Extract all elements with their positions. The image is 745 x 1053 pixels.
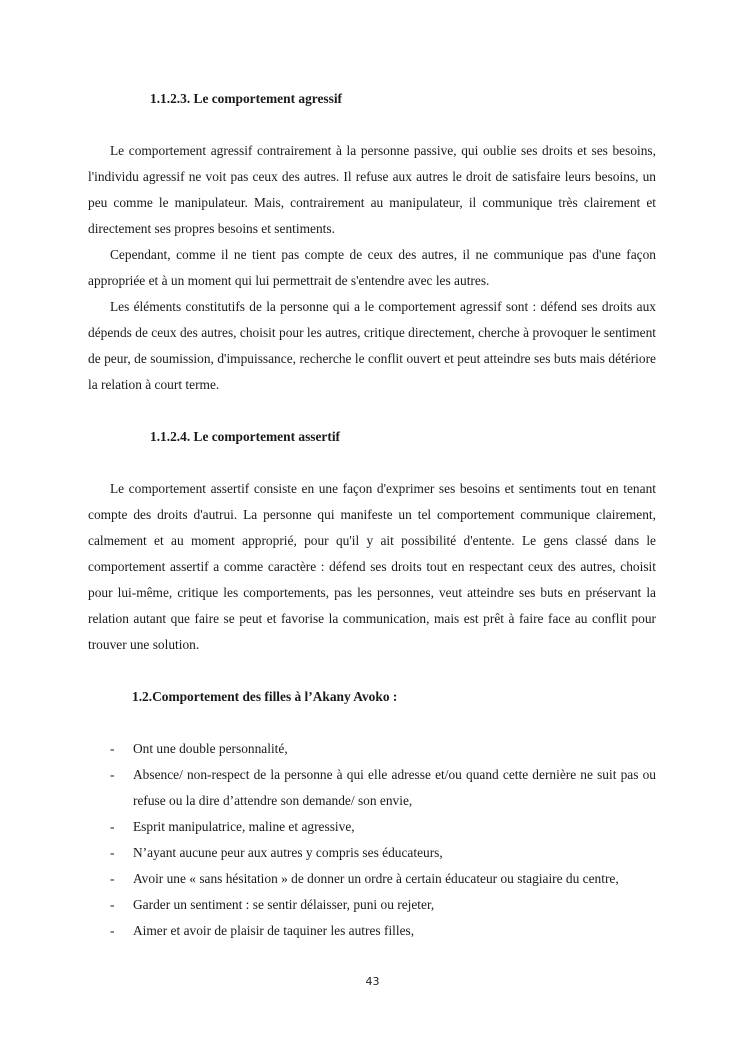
bullet-dash: - <box>110 741 115 756</box>
list-item-text: Esprit manipulatrice, maline et agressive, <box>133 819 355 834</box>
page-content <box>88 86 656 944</box>
list-item-text: Garder un sentiment : se sentir délaisser, puni ou rejeter, <box>133 897 435 912</box>
paragraph: Les éléments constitutifs de la personne qui a le comportement agressif sont : défend ses droits aux dépends de ceux des autres, choisit pour les autres, critique directement, cherche à provoquer le sentiment de peur, de soumission, d'impuissance, recherche le conflit ouvert et peut atteindre ses buts mais détériore la relation à court terme. <box>88 299 656 392</box>
section-heading-aggressive: 1.1.2.3. Le comportement agressif <box>150 91 343 106</box>
list-item-text: N’ayant aucune peur aux autres y compris ses éducateurs, <box>133 845 443 860</box>
bullet-dash: - <box>110 871 115 886</box>
list-item <box>88 866 656 892</box>
list-item-text: Absence/ non-respect de la personne à qui elle adresse et/ou quand cette dernière ne suit pas ou refuse ou la dire d’attendre son demande/ son envie, <box>133 767 656 808</box>
bullet-dash: - <box>110 845 115 860</box>
list-item <box>88 892 656 918</box>
list-item <box>88 736 656 762</box>
bullet-dash: - <box>110 819 115 834</box>
paragraph: Le comportement assertif consiste en une façon d'exprimer ses besoins et sentiments tout en tenant compte des droits d'autrui. La personne qui manifeste un tel comportement communique clairement, calmement et au moment approprié, pour qu'il y ait possibilité d'entente. Le gens classé dans le comportement assertif a comme caractère : défend ses droits tout en respectant ceux des autres, choisit pour lui-même, critique les comportements, pas les personnes, veut atteindre ses buts en préservant la relation autant que faire se peut et favorise la communication, mais est prêt à faire face au conflit pour trouver une solution. <box>88 481 656 652</box>
paragraph: Le comportement agressif contrairement à la personne passive, qui oublie ses droits et ses besoins, l'individu agressif ne voit pas ceux des autres. Il refuse aux autres le droit de satisfaire leurs besoins, un peu comme le manipulateur. Mais, contrairement au manipulateur, il communique très clairement et directement ses propres besoins et sentiments. <box>88 143 656 236</box>
list-item-text: Ont une double personnalité, <box>133 741 288 756</box>
list-item-text: Aimer et avoir de plaisir de taquiner les autres filles, <box>133 923 415 938</box>
list-item <box>88 762 656 814</box>
bullet-dash: - <box>110 767 115 782</box>
list-item <box>88 840 656 866</box>
section-heading-girls-behavior: 1.2.Comportement des filles à l’Akany Avoko : <box>132 689 398 704</box>
list-item <box>88 918 656 944</box>
list-item <box>88 814 656 840</box>
paragraph: Cependant, comme il ne tient pas compte de ceux des autres, il ne communique pas d'une façon appropriée et à un moment qui lui permettrait de s'entendre avec les autres. <box>88 247 656 288</box>
section-heading-assertive: 1.1.2.4. Le comportement assertif <box>150 429 341 444</box>
page-number: 43 <box>365 975 380 988</box>
list-item-text: Avoir une « sans hésitation » de donner un ordre à certain éducateur ou stagiaire du centre, <box>133 871 619 886</box>
behavior-list <box>88 736 656 944</box>
bullet-dash: - <box>110 923 115 938</box>
bullet-dash: - <box>110 897 115 912</box>
